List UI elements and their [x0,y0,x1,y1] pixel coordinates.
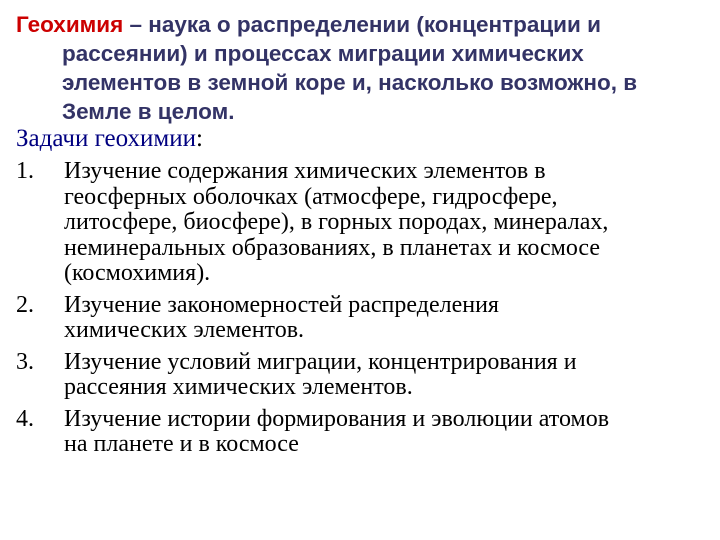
definition-line: Земле в целом. [62,99,235,124]
task-line: на планете и в космосе [64,431,299,457]
definition-paragraph [16,10,706,126]
task-number: 2. [16,291,34,318]
task-item [16,293,716,344]
task-line: неминеральных образованиях, в планетах и космосе [64,234,601,261]
definition-line: рассеянии) и процессах миграции химических [62,41,584,66]
definition-first-line [16,10,706,39]
task-line: литосфере, биосфере), в горных породах, минералах, [64,209,609,235]
task-item [16,159,716,287]
task-line: Изучение условий миграции, концентрирования и [64,348,577,375]
task-number: 1. [16,158,34,184]
task-line: рассеяния химических элементов. [64,374,413,400]
task-item [16,350,716,401]
definition-first-line-text: – наука о распределении (концентрации и [123,12,601,37]
task-list [16,159,716,464]
definition-line: элементов в земной коре и, насколько возможно, в [62,70,638,95]
task-number: 3. [16,348,34,375]
definition-term: Геохимия [16,12,124,37]
task-item [16,407,716,458]
task-line: (космохимия). [64,260,211,286]
tasks-heading-label: Задачи геохимии [16,125,196,152]
task-line: Изучение содержания химических элементов в [64,158,546,184]
task-number: 4. [16,405,34,432]
task-line: Изучение закономерностей распределения [64,291,499,318]
tasks-heading [16,124,203,154]
task-line: Изучение истории формирования и эволюции атомов [64,405,610,432]
tasks-heading-colon: : [196,125,203,152]
task-line: геосферных оболочках (атмосфере, гидросфере, [64,183,558,210]
task-line: химических элементов. [64,317,305,343]
